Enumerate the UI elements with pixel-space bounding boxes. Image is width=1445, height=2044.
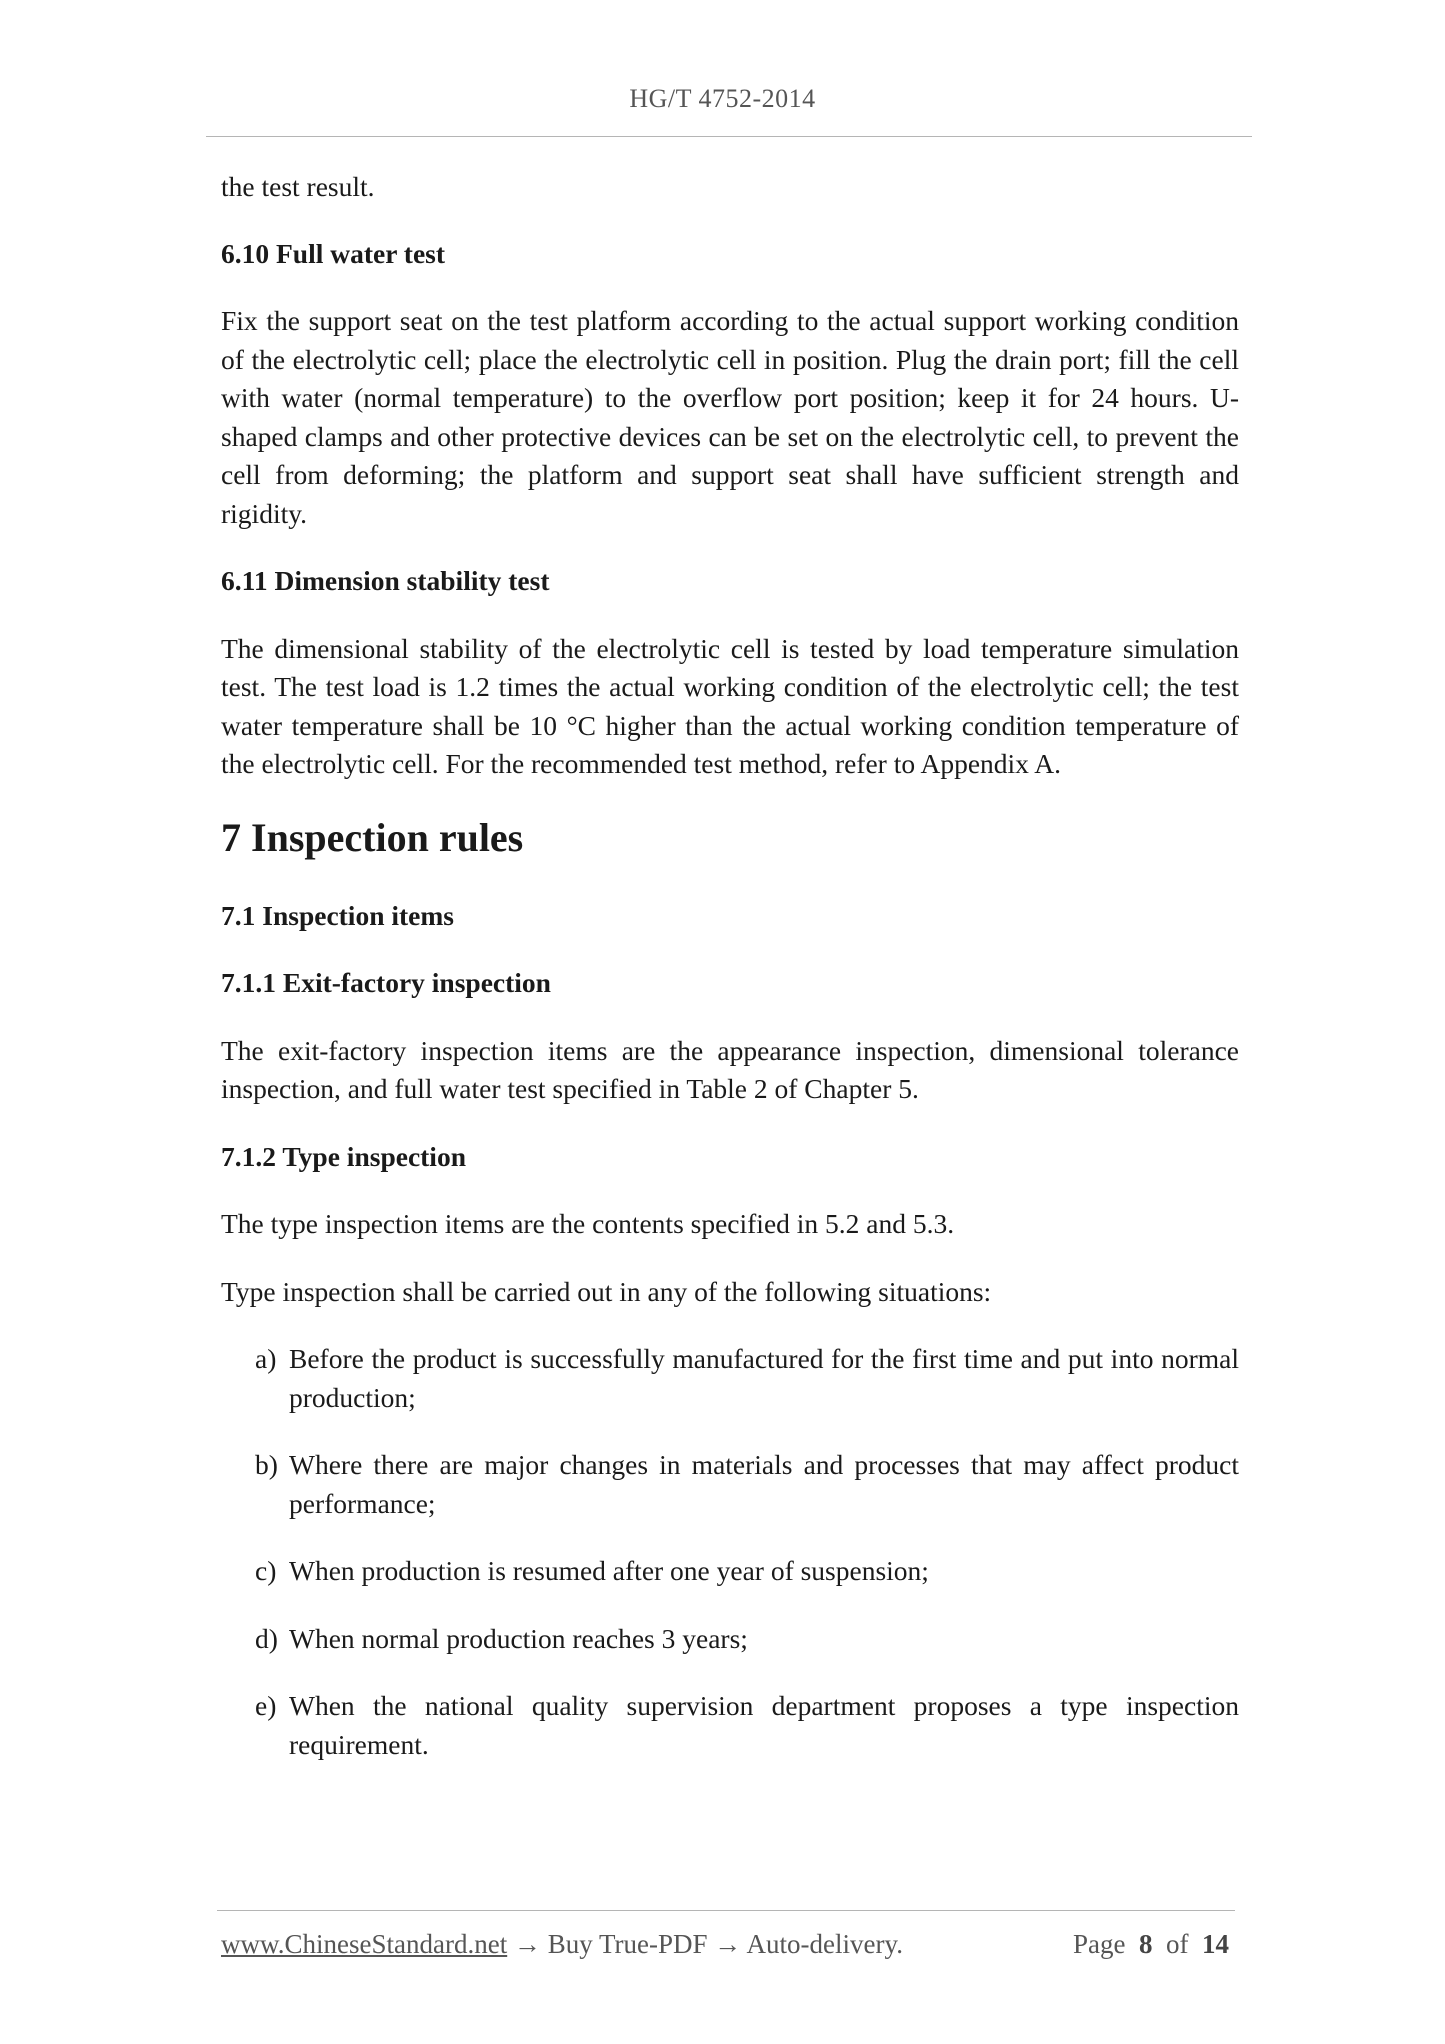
page-indicator [1073, 1929, 1229, 1960]
section-7-1-2-body-1: The type inspection items are the contents specified in 5.2 and 5.3. [221, 1208, 955, 1239]
header-divider [206, 136, 1252, 137]
list-marker: c) [255, 1555, 277, 1586]
section-7-1-heading: 7.1 Inspection items [221, 899, 454, 931]
section-6-10-body: Fix the support seat on the test platform according to the actual support working condition of the electrolytic cell; place the electrolytic cell in position. Plug the drain port; fill the cell with water (normal temperature) to the overflow port position; keep it for 24 hours. U-shaped clamps and other protective devices can be set on the electrolytic cell, to prevent the cell from deforming; the platform and support seat shall have sufficient strength and rigidity. [221, 305, 1239, 529]
list-marker: b) [255, 1449, 278, 1480]
of-word: of [1165, 1929, 1189, 1959]
list-item-text: When normal production reaches 3 years; [289, 1622, 748, 1654]
list-marker: e) [255, 1690, 277, 1721]
section-7-1-1-body: The exit-factory inspection items are the appearance inspection, dimensional tolerance inspection, and full water test specified in Table 2 of Chapter 5. [221, 1034, 1239, 1104]
section-7-heading: 7 Inspection rules [221, 814, 524, 860]
list-item-text: When the national quality supervision department proposes a type inspection requirement. [289, 1690, 1239, 1760]
arrow-right-icon: → [714, 1929, 742, 1959]
list-item-text: When production is resumed after one year of suspension; [289, 1555, 929, 1586]
section-7-1-1-heading: 7.1.1 Exit-factory inspection [221, 967, 551, 998]
section-7-1-2-heading: 7.1.2 Type inspection [221, 1140, 466, 1172]
list-item [221, 1446, 1239, 1523]
document-code-header: HG/T 4752-2014 [629, 84, 816, 113]
current-page-number: 8 [1138, 1929, 1153, 1959]
list-marker: d) [255, 1622, 278, 1654]
footer-promo [221, 1929, 903, 1960]
list-marker: a) [255, 1343, 277, 1374]
section-6-11-body: The dimensional stability of the electrolytic cell is tested by load temperature simulation test. The test load is 1.2 times the actual working condition of the electrolytic cell; the test water temperature shall be 10 °C higher than the actual working condition temperature of the electrolytic cell. For the recommended test method, refer to Appendix A. [221, 632, 1239, 779]
page-content [221, 168, 1239, 1793]
intro-fragment: the test result. [221, 171, 375, 202]
section-6-10-heading: 6.10 Full water test [221, 237, 446, 269]
section-7-1-2-body-2: Type inspection shall be carried out in any of the following situations: [221, 1275, 992, 1307]
list-item-text: Before the product is successfully manufactured for the first time and put into normal production; [289, 1343, 1239, 1413]
site-link[interactable]: www.ChineseStandard.net [221, 1929, 508, 1959]
page-word: Page [1073, 1929, 1126, 1959]
arrow-right-icon: → [513, 1929, 541, 1959]
list-item [221, 1340, 1239, 1417]
list-item [221, 1620, 1239, 1659]
list-item [221, 1687, 1239, 1764]
list-item [221, 1552, 1239, 1591]
footer-divider [217, 1910, 1235, 1911]
section-6-11-heading: 6.11 Dimension stability test [221, 565, 550, 596]
total-pages: 14 [1201, 1929, 1229, 1959]
auto-delivery-text: Auto-delivery. [746, 1929, 903, 1959]
list-item-text: Where there are major changes in materials and processes that may affect product performance; [289, 1449, 1239, 1519]
buy-pdf-text: Buy True-PDF [547, 1929, 708, 1959]
